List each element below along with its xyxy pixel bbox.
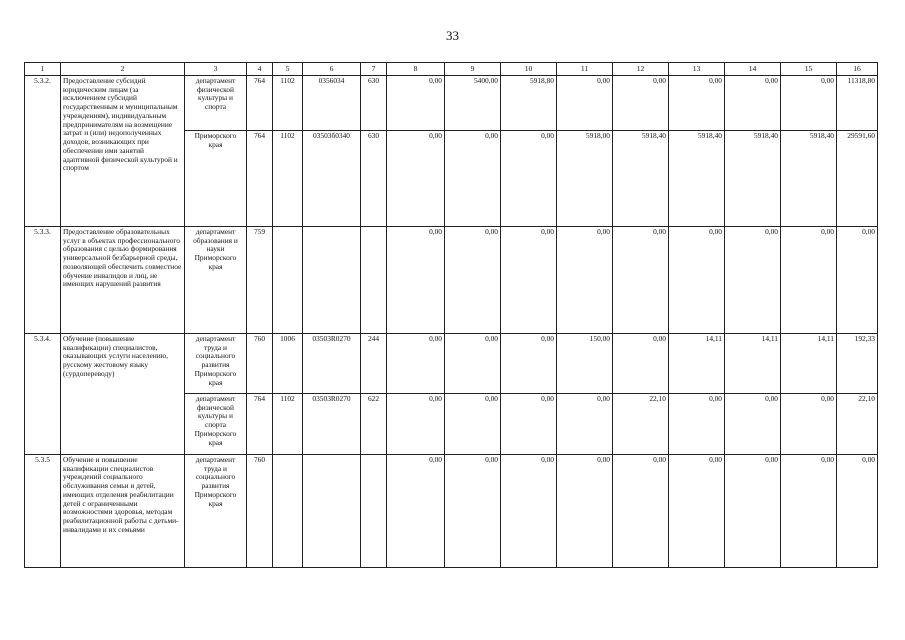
amount-cell: 14,11	[781, 334, 837, 394]
amount-cell: 14,11	[669, 334, 725, 394]
amount-cell: 0,00	[725, 455, 781, 568]
amount-cell: 0,00	[669, 76, 725, 131]
section-code-cell: 1102	[273, 131, 303, 227]
amount-cell: 0,00	[445, 334, 501, 394]
target-article-cell	[303, 227, 361, 334]
header-cell: 3	[185, 63, 247, 76]
department-cell: департамент образования и науки Приморского края	[185, 227, 247, 334]
amount-cell: 0,00	[781, 455, 837, 568]
section-code-cell: 1102	[273, 394, 303, 455]
expense-type-cell: 630	[361, 76, 387, 131]
header-cell: 4	[247, 63, 273, 76]
amount-cell: 0,00	[669, 394, 725, 455]
grbs-code-cell: 760	[247, 334, 273, 394]
expense-type-cell	[361, 455, 387, 568]
page-number: 33	[446, 28, 459, 43]
amount-cell: 11318,80	[837, 76, 878, 131]
amount-cell: 0,00	[725, 227, 781, 334]
target-article-cell: 03503R0270	[303, 394, 361, 455]
amount-cell: 0,00	[445, 455, 501, 568]
item-description-cell: Обучение (повышение квалификации) специалистов, оказывающих услуги населению, русскому жестовому языку (сурдопереводу)	[61, 334, 185, 455]
amount-cell: 0,00	[557, 76, 613, 131]
budget-table	[24, 62, 878, 568]
amount-cell: 0,00	[613, 76, 669, 131]
amount-cell: 0,00	[837, 455, 878, 568]
department-cell: департамент труда и социального развития Приморского края	[185, 334, 247, 394]
amount-cell: 5918,40	[781, 131, 837, 227]
header-cell: 11	[557, 63, 613, 76]
amount-cell: 0,00	[387, 76, 445, 131]
grbs-code-cell: 764	[247, 394, 273, 455]
amount-cell: 0,00	[781, 227, 837, 334]
header-cell: 9	[445, 63, 501, 76]
item-number-cell: 5.3.5	[25, 455, 61, 568]
amount-cell: 0,00	[781, 76, 837, 131]
amount-cell: 5918,40	[725, 131, 781, 227]
amount-cell: 0,00	[781, 394, 837, 455]
amount-cell: 22,10	[613, 394, 669, 455]
header-cell: 16	[837, 63, 878, 76]
header-cell: 15	[781, 63, 837, 76]
amount-cell: 29591,60	[837, 131, 878, 227]
header-cell: 12	[613, 63, 669, 76]
expense-type-cell	[361, 227, 387, 334]
amount-cell: 5918,00	[557, 131, 613, 227]
department-cell: департамент физической культуры и спорта	[185, 76, 247, 131]
header-cell: 8	[387, 63, 445, 76]
amount-cell: 5918,40	[613, 131, 669, 227]
header-cell: 2	[61, 63, 185, 76]
table-row	[25, 334, 878, 394]
header-cell: 7	[361, 63, 387, 76]
target-article-cell: 0356034	[303, 76, 361, 131]
amount-cell: 0,00	[613, 334, 669, 394]
amount-cell: 0,00	[387, 455, 445, 568]
expense-type-cell: 622	[361, 394, 387, 455]
amount-cell: 0,00	[445, 227, 501, 334]
department-cell: департамент физической культуры и спорта Приморского края	[185, 394, 247, 455]
amount-cell: 5400,00	[445, 76, 501, 131]
amount-cell: 0,00	[669, 227, 725, 334]
amount-cell: 0,00	[445, 131, 501, 227]
amount-cell: 5918,80	[501, 76, 557, 131]
table-row	[25, 227, 878, 334]
amount-cell: 0,00	[557, 227, 613, 334]
table-row	[25, 455, 878, 568]
item-description-cell: Предоставление образовательных услуг в объектах профессионального образования с целью формирования универсальной безбарьерной среды, позволяющей обеспечить совместное обучение инвалидов и лиц, не имеющих нарушений развития	[61, 227, 185, 334]
target-article-cell: 03503R0270	[303, 334, 361, 394]
header-cell: 13	[669, 63, 725, 76]
section-code-cell	[273, 227, 303, 334]
amount-cell: 0,00	[445, 394, 501, 455]
item-number-cell: 5.3.2.	[25, 76, 61, 227]
amount-cell: 0,00	[669, 455, 725, 568]
amount-cell: 5918,40	[669, 131, 725, 227]
header-cell: 10	[501, 63, 557, 76]
amount-cell: 0,00	[501, 227, 557, 334]
section-code-cell: 1102	[273, 76, 303, 131]
item-number-cell: 5.3.3.	[25, 227, 61, 334]
amount-cell: 0,00	[557, 455, 613, 568]
item-description-cell: Обучение и повышение квалификации специалистов учреждений социального обслуживания семьи и детей, имеющих отделения реабилитации детей с ограниченными возможностями здоровья, методам реабилитационной работы с детьми-инвалидами и их семьями	[61, 455, 185, 568]
grbs-code-cell: 764	[247, 131, 273, 227]
amount-cell: 0,00	[387, 334, 445, 394]
target-article-cell: 03503б0340	[303, 131, 361, 227]
amount-cell: 0,00	[387, 131, 445, 227]
header-cell: 1	[25, 63, 61, 76]
amount-cell: 192,33	[837, 334, 878, 394]
amount-cell: 0,00	[501, 131, 557, 227]
amount-cell: 0,00	[557, 394, 613, 455]
grbs-code-cell: 764	[247, 76, 273, 131]
amount-cell: 150,00	[557, 334, 613, 394]
amount-cell: 0,00	[501, 394, 557, 455]
amount-cell: 0,00	[613, 227, 669, 334]
header-cell: 6	[303, 63, 361, 76]
expense-type-cell: 244	[361, 334, 387, 394]
header-cell: 14	[725, 63, 781, 76]
expense-type-cell: 630	[361, 131, 387, 227]
table-body	[25, 63, 878, 568]
header-row	[25, 63, 878, 76]
target-article-cell	[303, 455, 361, 568]
grbs-code-cell: 760	[247, 455, 273, 568]
amount-cell: 0,00	[725, 394, 781, 455]
department-cell: департамент труда и социального развития Приморского края	[185, 455, 247, 568]
item-number-cell: 5.3.4.	[25, 334, 61, 455]
section-code-cell: 1006	[273, 334, 303, 394]
amount-cell: 0,00	[387, 394, 445, 455]
department-cell: Приморского края	[185, 131, 247, 227]
section-code-cell	[273, 455, 303, 568]
amount-cell: 14,11	[725, 334, 781, 394]
amount-cell: 0,00	[501, 334, 557, 394]
item-description-cell: Предоставление субсидий юридическим лицам (за исключением субсидий государственным и муниципальным учреждениям), индивидуальным предпринимателям на возмещение затрат и (или) недополученных доходов, возникающих при обеспечении ими занятий адаптивной физической культурой и спортом	[61, 76, 185, 227]
grbs-code-cell: 759	[247, 227, 273, 334]
header-cell: 5	[273, 63, 303, 76]
amount-cell: 22,10	[837, 394, 878, 455]
amount-cell: 0,00	[725, 76, 781, 131]
amount-cell: 0,00	[613, 455, 669, 568]
amount-cell: 0,00	[387, 227, 445, 334]
amount-cell: 0,00	[837, 227, 878, 334]
table-row	[25, 76, 878, 131]
amount-cell: 0,00	[501, 455, 557, 568]
